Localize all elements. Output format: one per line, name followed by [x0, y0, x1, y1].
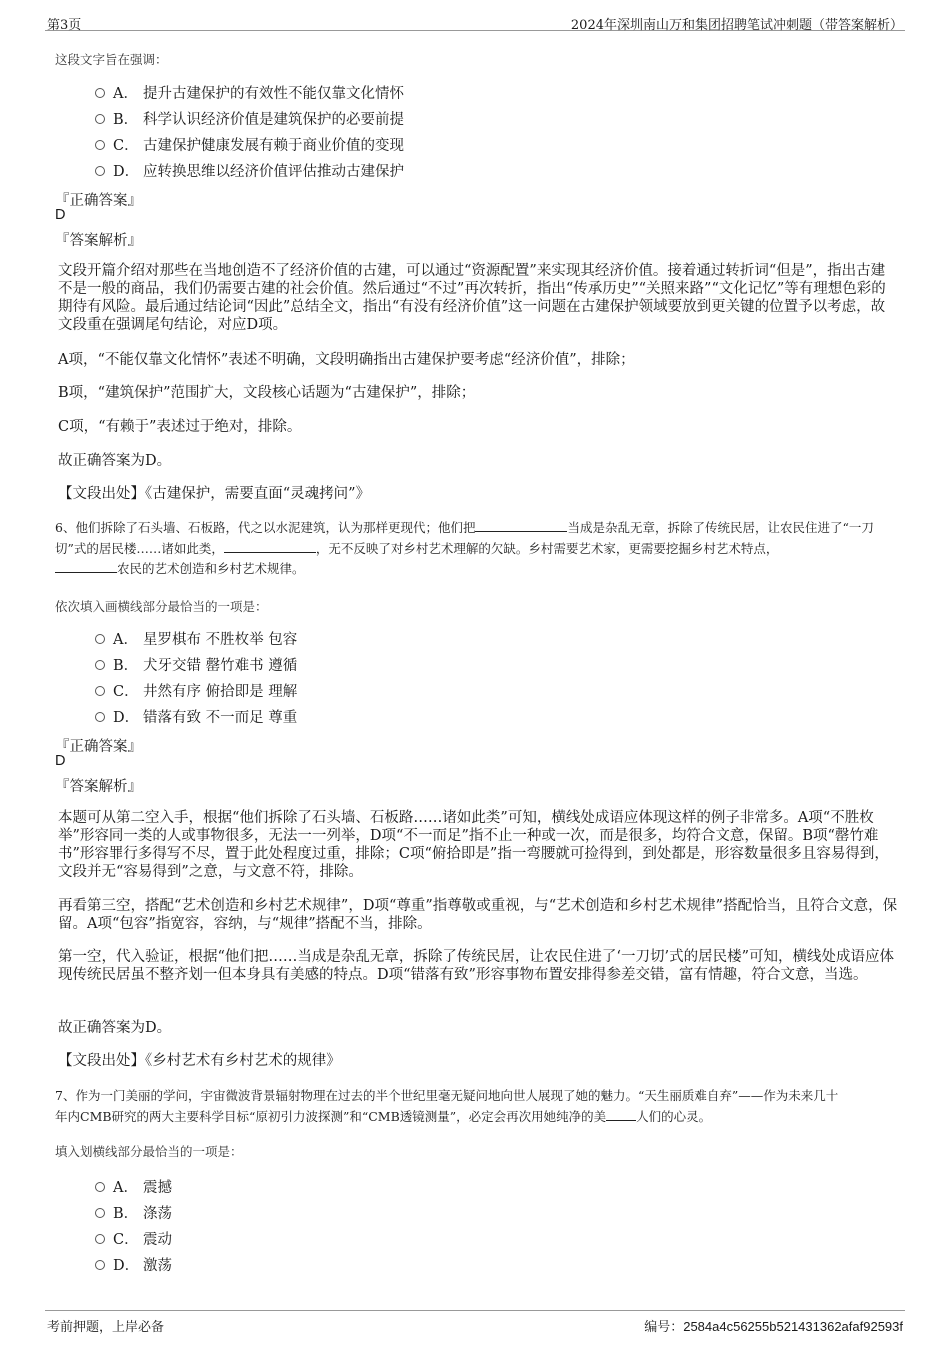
radio-icon[interactable]: [95, 88, 105, 98]
q6-answer-label: 『正确答案』: [55, 739, 142, 755]
q6-answer: D: [55, 753, 66, 769]
q5-analysis-p5: 故正确答案为D。: [58, 453, 172, 469]
q5-option-d[interactable]: D． 应转换思维以经济价值评估推动古建保护: [95, 160, 404, 182]
q7-prompt: 填入划横线部分最恰当的一项是：: [55, 1144, 243, 1159]
q6-analysis-p1: 本题可从第二空入手，根据“他们拆除了石头墙、石板路……诸如此类”可知，横线处成语应体现这样的例子非常多。A项“不胜枚举”形容同一类的人或事物很多，无法一一列举，D项“不一而足”指不止一种或一次，而是很多，均符合文意，保留。B项“罄竹难书”形容罪行多得写不尽，置于此处程度过重，排除；C项“俯拾即是”指一弯腰就可捡得到，到处都是，形容数量很多且容易得到，文段并无“容易得到”之意，与文意不符，排除。: [58, 810, 889, 880]
blank-line: [55, 560, 117, 573]
blank-line: [606, 1108, 636, 1121]
page-footer: [45, 1310, 905, 1335]
q6-analysis-p2: 再看第三空，搭配“艺术创造和乡村艺术规律”，D项“尊重”指尊敬或重视，与“艺术创造和乡村艺术规律”搭配恰当，且符合文意，保留。A项“包容”指宽容，容纳，与“规律”搭配不当，排除。: [58, 898, 898, 932]
q5-analysis-p2: A项，“不能仅靠文化情怀”表述不明确，文段明确指出古建保护要考虑“经济价值”，排除；: [58, 352, 635, 368]
q5-source: 【文段出处】《古建保护，需要直面“灵魂拷问”》: [58, 486, 371, 502]
page-header: [45, 10, 905, 31]
q6-analysis-p3: 第一空，代入验证，根据“他们把……当成是杂乱无章，拆除了传统民居，让农民住进了‘一刀切’式的居民楼”可知，横线处成语应体现传统民居虽不整齐划一但本身具有美感的特点。D项“错落有致”形容事物布置安排得参差交错，富有情趣，符合文意，当选。: [58, 949, 895, 983]
q5-analysis-p1: 文段开篇介绍对那些在当地创造不了经济价值的古建，可以通过“资源配置”来实现其经济价值。接着通过转折词“但是”，指出古建不是一般的商品，我们仍需要古建的社会价值。然后通过“不过”再次转折，指出“传承历史”“关照来路”“文化记忆”等有理想色彩的期待有风险。最后通过结论词“因此”总结全文，指出“有没有经济价值”这一问题在古建保护领域要放到更关键的位置予以考虑，故文段重在强调尾句结论，对应D项。: [58, 263, 886, 333]
footer-slogan: 考前押题，上岸必备: [47, 1320, 165, 1335]
q5-analysis-p4: C项，“有赖于”表述过于绝对，排除。: [58, 419, 302, 435]
radio-icon[interactable]: [95, 1208, 105, 1218]
q6-source: 【文段出处】《乡村艺术有乡村艺术的规律》: [58, 1053, 341, 1069]
q5-option-b[interactable]: B． 科学认识经济价值是建筑保护的必要前提: [95, 108, 404, 130]
q7-option-b[interactable]: B． 涤荡: [95, 1202, 172, 1224]
q6-option-c[interactable]: C． 井然有序 俯拾即是 理解: [95, 680, 297, 702]
q7-option-d[interactable]: D． 激荡: [95, 1254, 172, 1276]
q5-option-a[interactable]: A． 提升古建保护的有效性不能仅靠文化情怀: [95, 82, 404, 104]
document-title: 2024年深圳南山万和集团招聘笔试冲刺题（带答案解析）: [570, 18, 903, 33]
q7-option-a[interactable]: A． 震撼: [95, 1176, 172, 1198]
blank-line: [224, 540, 316, 553]
radio-icon[interactable]: [95, 634, 105, 644]
q5-answer-label: 『正确答案』: [55, 193, 142, 209]
q7-option-c[interactable]: C． 震动: [95, 1228, 172, 1250]
q6-stem: 6、他们拆除了石头墙、石板路，代之以水泥建筑，认为那样更现代；他们把 当成是杂乱无章，拆除了传统民居，让农民住进了“一刀切”式的居民楼……诸如此类， ，无不反映了对乡村艺术理解的欠缺。乡村需要艺术家，更需要挖掘乡村艺术特点， 农民的艺术创造和乡村艺术规律。: [55, 520, 874, 576]
radio-icon[interactable]: [95, 166, 105, 176]
q5-analysis-label: 『答案解析』: [55, 233, 142, 249]
q5-answer: D: [55, 207, 66, 223]
q6-option-a[interactable]: A． 星罗棋布 不胜枚举 包容: [95, 628, 297, 650]
radio-icon[interactable]: [95, 1182, 105, 1192]
q6-prompt: 依次填入画横线部分最恰当的一项是：: [55, 599, 268, 614]
radio-icon[interactable]: [95, 114, 105, 124]
page-number: 第3页: [47, 18, 82, 33]
radio-icon[interactable]: [95, 1234, 105, 1244]
radio-icon[interactable]: [95, 686, 105, 696]
q5-analysis-p3: B项，“建筑保护”范围扩大，文段核心话题为“古建保护”，排除；: [58, 385, 476, 401]
q6-option-b[interactable]: B． 犬牙交错 罄竹难书 遵循: [95, 654, 297, 676]
radio-icon[interactable]: [95, 712, 105, 722]
radio-icon[interactable]: [95, 660, 105, 670]
q5-option-c[interactable]: C． 古建保护健康发展有赖于商业价值的变现: [95, 134, 404, 156]
document-code: 编号：2584a4c56255b521431362afaf92593f: [644, 1319, 903, 1335]
blank-line: [475, 519, 567, 532]
q6-option-d[interactable]: D． 错落有致 不一而足 尊重: [95, 706, 297, 728]
q5-stem-tail: 这段文字旨在强调：: [55, 52, 168, 67]
q7-stem: 7、作为一门美丽的学问，宇宙微波背景辐射物理在过去的半个世纪里毫无疑问地向世人展现了她的魅力。“天生丽质难自弃”——作为未来几十 年内CMB研究的两大主要科学目标“原初引力波探测”和“CMB透镜测量”，必定会再次用她纯净的美 人们的心灵。: [55, 1088, 839, 1124]
radio-icon[interactable]: [95, 1260, 105, 1270]
radio-icon[interactable]: [95, 140, 105, 150]
q6-analysis-label: 『答案解析』: [55, 779, 142, 795]
q6-analysis-p4: 故正确答案为D。: [58, 1020, 172, 1036]
